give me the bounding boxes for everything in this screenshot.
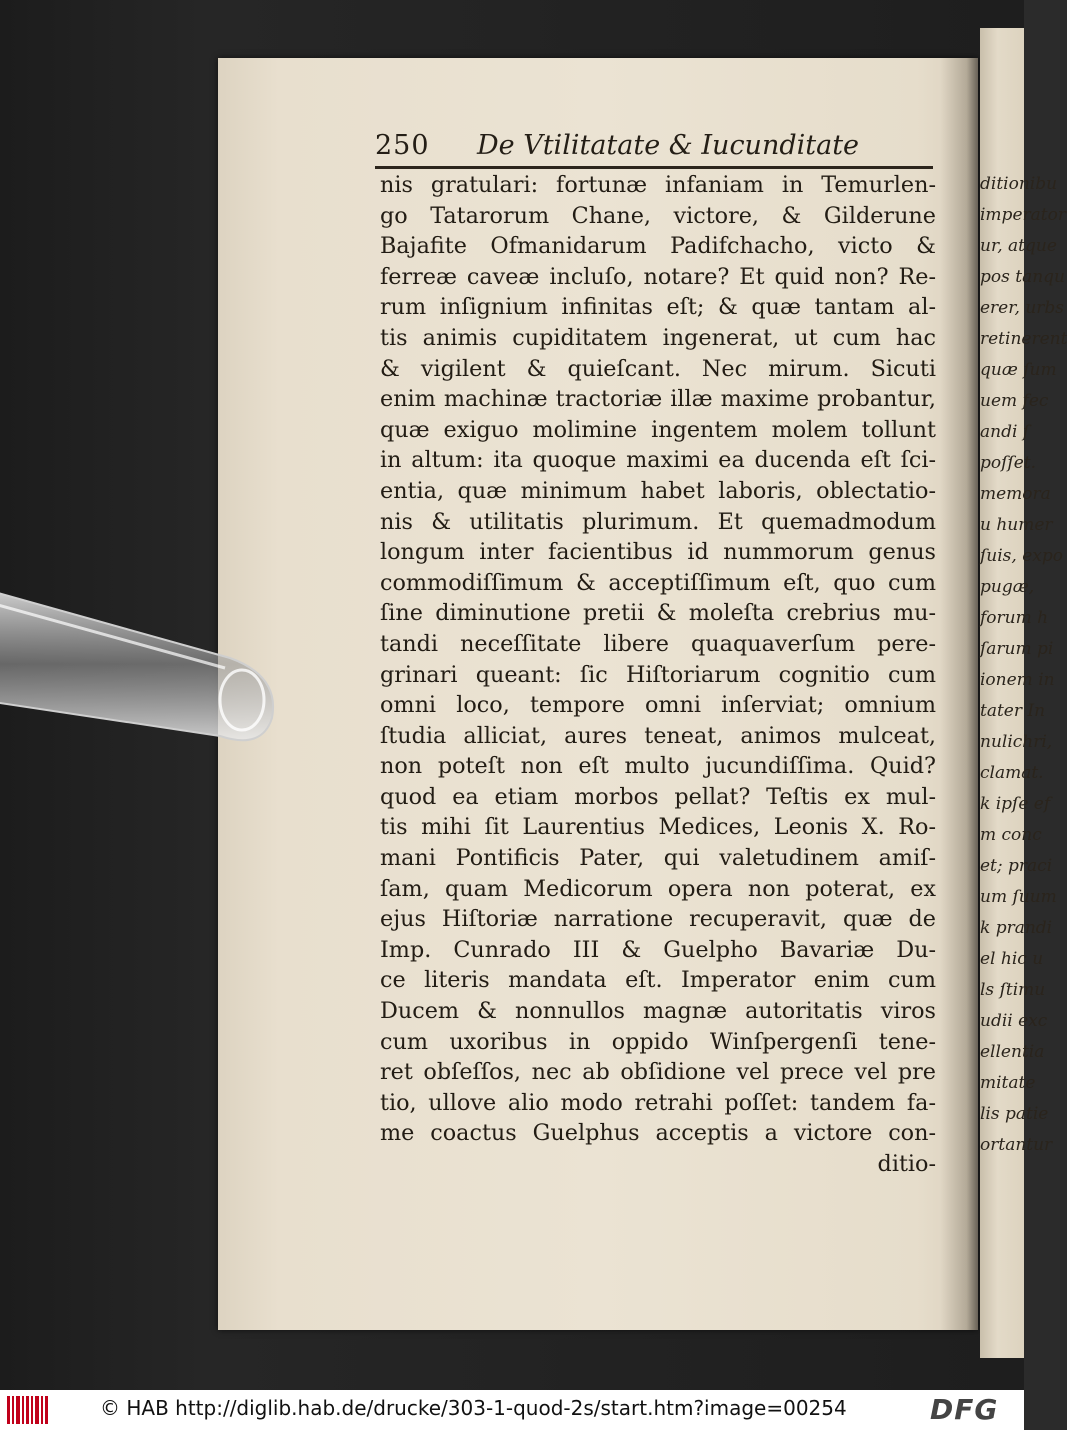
page-body-text: [380, 170, 936, 1180]
text-line: Imp. Cunrado III & Guelpho Bavariæ Du-: [380, 936, 936, 963]
facing-page-fragment: erer, urbs: [980, 298, 1064, 318]
source-url-text: © HAB http://diglib.hab.de/drucke/303-1-quod-2s/start.htm?image=00254: [100, 1396, 847, 1420]
facing-page-fragment: retinerent: [980, 329, 1067, 349]
catchword: ditio-: [877, 1151, 936, 1177]
text-line: grinari queant: ſic Hiſtoriarum cognitio cum: [380, 661, 936, 688]
text-line: & vigilent & quieſcant. Nec mirum. Sicuti: [380, 355, 936, 382]
text-line: tis animis cupiditatem ingenerat, ut cum hac: [380, 324, 936, 351]
facing-page-fragment: et; praci: [980, 856, 1053, 876]
text-line: ſam, quam Medicorum opera non poterat, ex: [380, 875, 936, 902]
dfg-logo: DFG: [930, 1393, 999, 1426]
facing-page-fragment: m conc: [980, 825, 1042, 845]
facing-page-fragment: andi ſ: [980, 422, 1030, 442]
facing-page-fragment: pugæ,: [980, 577, 1035, 597]
facing-page-fragment: k ipſe ef: [980, 794, 1051, 814]
facing-page-fragment: ortantur: [980, 1135, 1053, 1155]
page-gutter-shadow: [940, 58, 978, 1330]
facing-page-fragment: imperator: [980, 205, 1066, 225]
text-line: cum uxoribus in oppido Winſpergenſi tene-: [380, 1028, 936, 1055]
facing-page-fragment: clamat.: [980, 763, 1044, 783]
text-line: enim machinæ tractoriæ illæ maxime probantur,: [380, 386, 936, 413]
text-line: Ducem & nonnullos magnæ autoritatis viros: [380, 998, 936, 1025]
text-line: longum inter facientibus id nummorum genus: [380, 539, 936, 566]
facing-page-fragment: udii exc: [980, 1011, 1048, 1031]
text-line: rum inſignium infinitas eſt; & quæ tantam al-: [380, 294, 936, 321]
facing-page-fragment: ellentia: [980, 1042, 1045, 1062]
text-line: ejus Hiſtoriæ narratione recuperavit, quæ de: [380, 906, 936, 933]
text-line: ferreæ caveæ incluſo, notare? Et quid non? Re-: [380, 263, 936, 290]
facing-page-fragment: k prandi: [980, 918, 1053, 938]
facing-page-edge: [980, 28, 1067, 1358]
text-line: nis gratulari: fortunæ infaniam in Temurlen-: [380, 172, 936, 198]
text-line: me coactus Guelphus acceptis a victore con-: [380, 1120, 936, 1147]
text-line: ret obſeſſos, nec ab obſidione vel prece vel pre: [380, 1059, 936, 1086]
text-line: tis mihi ſit Laurentius Medices, Leonis X. Ro-: [380, 814, 936, 841]
facing-page-fragment: uem fec: [980, 391, 1049, 411]
text-line: ſtudia alliciat, aures teneat, animos mulceat,: [380, 722, 936, 749]
text-line: in altum: ita quoque maximi ea ducenda eſt ſci-: [380, 447, 936, 474]
text-line: Bajafite Ofmanidarum Padifchacho, victo &: [380, 233, 936, 260]
facing-page-fragment: forum h: [980, 608, 1049, 628]
facing-page-fragment: um ſuum: [980, 887, 1057, 907]
text-line: omni loco, tempore omni inſerviat; omnium: [380, 692, 936, 719]
facing-page-fragment: ionem in: [980, 670, 1055, 690]
header-rule: [375, 166, 933, 169]
facing-page-fragment: ur, atque: [980, 236, 1057, 256]
page-header: [375, 130, 935, 166]
text-line: ſine diminutione pretii & moleſta crebrius mu-: [380, 600, 936, 627]
text-line: non poteſt non eſt multo jucundiſſima. Quid?: [380, 753, 936, 780]
facing-page-fragment: ſuis, expo: [980, 546, 1063, 566]
text-line: quæ exiguo molimine ingentem molem tollunt: [380, 416, 936, 443]
facing-page-fragment: mitate: [980, 1073, 1036, 1093]
text-line: ce literis mandata eſt. Imperator enim cum: [380, 967, 936, 994]
running-head: De Vtilitatate & Iucunditate: [477, 130, 860, 161]
text-line: mani Pontificis Pater, qui valetudinem amiſ-: [380, 845, 936, 872]
footer-bar: [0, 1390, 1024, 1430]
facing-page-fragment: ditionibu: [980, 174, 1058, 194]
facing-page-fragment: u humer: [980, 515, 1053, 535]
facing-page-fragment: nulichri,: [980, 732, 1053, 752]
page-number: 250: [375, 130, 430, 161]
text-line: go Tatarorum Chane, victore, & Gilderune: [380, 202, 936, 229]
text-line: quod ea etiam morbos pellat? Teſtis ex mul-: [380, 783, 936, 810]
text-line: tio, ullove alio modo retrahi poſſet: tandem fa-: [380, 1089, 936, 1116]
facing-page-fragment: lis patie: [980, 1104, 1049, 1124]
glass-pointer-icon: [0, 580, 300, 740]
facing-page-fragment: tater In: [980, 701, 1046, 721]
facing-page-fragment: memora: [980, 484, 1051, 504]
text-line: tandi neceſſitate libere quaquaverſum pere-: [380, 630, 936, 657]
facing-page-fragment: el hic u: [980, 949, 1044, 969]
barcode-icon: [6, 1394, 50, 1426]
facing-page-fragment: quæ ſum: [980, 360, 1057, 380]
text-line: commodiſſimum & acceptiſſimum eſt, quo cum: [380, 569, 936, 596]
facing-page-fragment: ſarum pi: [980, 639, 1054, 659]
facing-page-fragment: ls ſtimu: [980, 980, 1046, 1000]
facing-page-fragment: pos tanqu: [980, 267, 1065, 287]
facing-page-fragment: poſſet.: [980, 453, 1036, 473]
text-line: nis & utilitatis plurimum. Et quemadmodum: [380, 508, 936, 535]
text-line: entia, quæ minimum habet laboris, oblectatio-: [380, 477, 936, 504]
